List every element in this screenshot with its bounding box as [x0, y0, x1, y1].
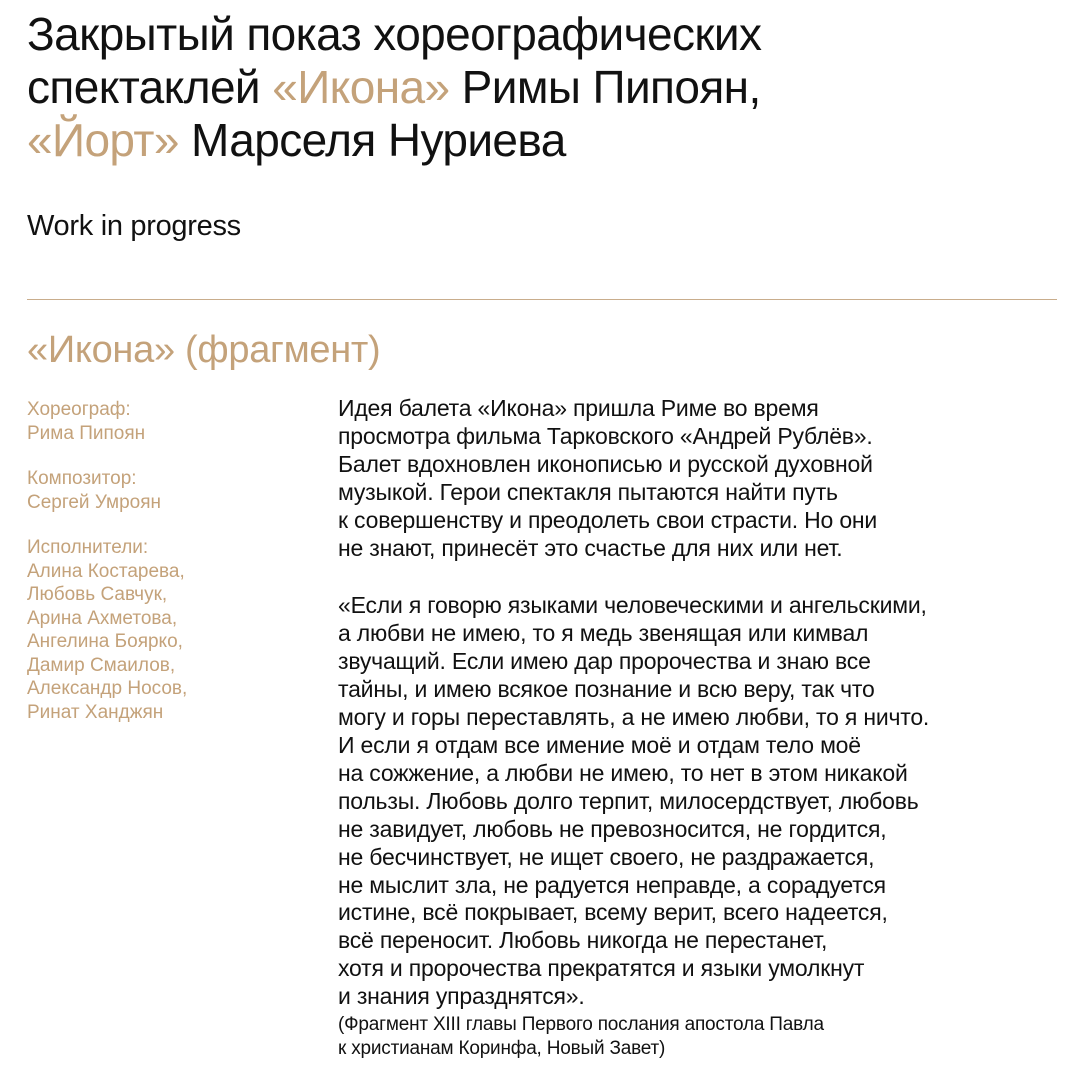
text-line: пользы. Любовь долго терпит, милосердствует, любовь	[338, 787, 919, 814]
text-line: тайны, и имею всякое познание и всю веру, так что	[338, 676, 875, 703]
text-line: а любви не имею, то я медь звенящая или кимвал	[338, 620, 869, 647]
title-line-2-author: Римы Пипоян,	[449, 61, 761, 113]
text-line: всё переносит. Любовь никогда не перестанет,	[338, 927, 828, 954]
credit-person: Ангелина Боярко,	[27, 631, 183, 652]
credit-person: Александр Носов,	[27, 678, 188, 699]
text-line: могу и горы переставлять, а не имею любви, то я ничто.	[338, 704, 930, 731]
credit-person: Ринат Ханджян	[27, 701, 164, 723]
source-line: (Фрагмент XIII главы Первого послания апостола Павла	[338, 1014, 824, 1035]
text-line: не мыслит зла, не радуется неправде, а сорадуется	[338, 871, 886, 898]
credit-choreographer	[27, 398, 317, 445]
title-line-3-author: Марселя Нуриева	[178, 114, 566, 166]
credit-person: Алина Костарева,	[27, 560, 185, 582]
text-line: «Если я говорю языками человеческими и ангельскими,	[338, 592, 927, 619]
credit-composer	[27, 467, 317, 514]
credit-person: Сергей Умроян	[27, 491, 162, 513]
credit-role: Исполнители:	[27, 537, 149, 558]
quote-paragraph	[338, 592, 1058, 1011]
title-accent-ikona: «Икона»	[272, 61, 450, 113]
description-paragraph	[338, 395, 1058, 562]
title-line-2-text: спектаклей	[27, 61, 273, 113]
title-line-1: Закрытый показ хореографических	[27, 8, 762, 60]
section-title: «Икона» (фрагмент)	[27, 329, 381, 371]
text-line: И если я отдам все имение моё и отдам тело моё	[338, 731, 861, 758]
text-line: просмотра фильма Тарковского «Андрей Рублёв».	[338, 422, 873, 449]
credits-column	[27, 398, 317, 746]
text-line: не знают, принесёт это счастье для них или нет.	[338, 534, 843, 561]
description-text	[338, 395, 1058, 1011]
text-line: Идея балета «Икона» пришла Риме во время	[338, 395, 819, 421]
text-line: на сожжение, а любви не имею, то нет в этом никакой	[338, 759, 908, 786]
credit-person: Любовь Савчук,	[27, 584, 168, 605]
text-line: хотя и пророчества прекратятся и языки умолкнут	[338, 955, 865, 982]
source-line: к христианам Коринфа, Новый Завет)	[338, 1038, 666, 1059]
text-line: не завидует, любовь не превозносится, не гордится,	[338, 815, 887, 842]
credit-role: Хореограф:	[27, 399, 131, 420]
credit-person: Дамир Смаилов,	[27, 654, 176, 676]
credit-performers	[27, 536, 317, 724]
title-accent-yort: «Йорт»	[27, 114, 179, 166]
text-line: звучащий. Если имею дар пророчества и знаю все	[338, 648, 871, 675]
credit-person: Арина Ахметова,	[27, 607, 178, 629]
text-line: не бесчинствует, не ищет своего, не раздражается,	[338, 843, 875, 870]
quote-source	[338, 1013, 1058, 1061]
text-line: и знания упразднятся».	[338, 983, 585, 1010]
section-divider	[27, 299, 1057, 300]
credit-person: Рима Пипоян	[27, 422, 146, 444]
subtitle: Work in progress	[27, 210, 241, 242]
text-line: истине, всё покрывает, всему верит, всего надеется,	[338, 899, 888, 926]
text-line: Балет вдохновлен иконописью и русской духовной	[338, 450, 873, 477]
text-line: музыкой. Герои спектакля пытаются найти путь	[338, 478, 838, 505]
credit-role: Композитор:	[27, 468, 137, 489]
page-title	[27, 8, 1057, 167]
text-line: к совершенству и преодолеть свои страсти. Но они	[338, 506, 878, 533]
